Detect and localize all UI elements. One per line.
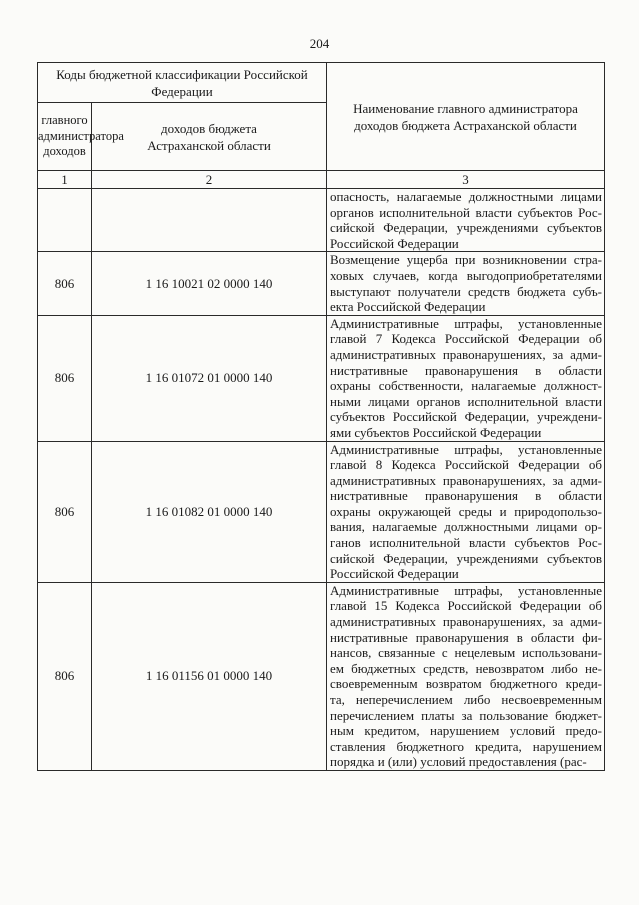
income-code-cell: 1 16 01082 01 0000 140 bbox=[92, 441, 327, 582]
description-line: ными лицами органов исполнительной власти bbox=[330, 393, 603, 409]
budget-classification-table bbox=[37, 62, 605, 771]
admin-code-cell: 806 bbox=[38, 252, 92, 315]
page-number: 204 bbox=[309, 36, 330, 51]
description-line: порядка и (или) условий предоставления (рас- bbox=[330, 754, 587, 770]
description-line: Административные штрафы, установленные bbox=[330, 441, 603, 457]
description-line: вания, налагаемые должностными лицами ор- bbox=[330, 519, 603, 535]
description-line: та, неперечислением либо несвоевременным bbox=[330, 692, 603, 707]
description-line: своевременным возвратом бюджетного креди- bbox=[330, 676, 603, 692]
income-code-cell: 1 16 10021 02 0000 140 bbox=[92, 252, 327, 315]
header-col-admin: главного администратора доходов bbox=[38, 103, 92, 171]
description-line: административных правонарушениях, за адми- bbox=[330, 614, 603, 630]
description-line: нистративные правонарушения в области bbox=[330, 488, 603, 504]
description-cell bbox=[327, 315, 605, 441]
description-line: главой 7 Кодекса Российской Федерации об bbox=[330, 331, 603, 347]
description-line: нистративные правонарушения в области фи- bbox=[330, 629, 603, 645]
description-line: Возмещение ущерба при возникновении стра- bbox=[330, 252, 603, 268]
header-num-3: 3 bbox=[327, 171, 605, 189]
header-col-income: доходов бюджета Астраханской области bbox=[92, 103, 327, 171]
description-cell bbox=[327, 441, 605, 582]
header-group-title: Коды бюджетной классификации Российской Федерации bbox=[38, 63, 327, 103]
description-line: административных правонарушениях, за адми- bbox=[330, 346, 603, 362]
description-line: главой 15 Кодекса Российской Федерации об bbox=[330, 598, 603, 614]
table-row bbox=[38, 315, 605, 441]
table-row bbox=[38, 582, 605, 770]
description-line: перечислением платы за пользование бюджет- bbox=[330, 707, 603, 723]
description-line: ями субъектов Российской Федерации bbox=[330, 424, 542, 440]
description-cell bbox=[327, 189, 605, 252]
table-row bbox=[38, 189, 605, 252]
description-line: нистративные правонарушения в области bbox=[330, 362, 603, 378]
description-line: ставления бюджетного кредита, нарушением bbox=[330, 738, 603, 754]
header-num-1: 1 bbox=[38, 171, 92, 189]
description-line: главой 8 Кодекса Российской Федерации об bbox=[330, 457, 603, 473]
income-code-cell bbox=[92, 189, 327, 252]
description-line: ным кредитом, нарушением условий предо- bbox=[330, 723, 603, 739]
income-code-cell: 1 16 01072 01 0000 140 bbox=[92, 315, 327, 441]
description-line: ховых случаев, когда выгодоприобретателями bbox=[330, 267, 603, 283]
description-line: екта Российской Федерации bbox=[330, 299, 486, 315]
description-line: выступают получатели средств бюджета субъ- bbox=[330, 283, 603, 299]
description-line: ганов исполнительной власти субъектов Рос- bbox=[330, 535, 603, 551]
admin-code-cell bbox=[38, 189, 92, 252]
admin-code-cell: 806 bbox=[38, 441, 92, 582]
description-line: сийской Федерации, учреждениями субъектов bbox=[330, 550, 603, 566]
income-code-cell: 1 16 01156 01 0000 140 bbox=[92, 582, 327, 770]
description-line: Административные штрафы, установленные bbox=[330, 582, 603, 598]
description-cell bbox=[327, 252, 605, 315]
description-line: опасность, налагаемые должностными лицами bbox=[330, 189, 603, 204]
description-line: сийской Федерации, учреждениями субъектов bbox=[330, 220, 603, 236]
description-cell bbox=[327, 582, 605, 770]
description-line: Административные штрафы, установленные bbox=[330, 315, 603, 331]
description-line: ем бюджетных средств, невозвратом либо не- bbox=[330, 660, 603, 676]
header-num-2: 2 bbox=[92, 171, 327, 189]
description-line: Российской Федерации bbox=[330, 566, 459, 582]
description-line: органов исполнительной власти субъектов Рос- bbox=[330, 204, 603, 220]
description-line: административных правонарушениях, за адми- bbox=[330, 472, 603, 488]
description-line: субъектов Российской Федерации, учреждени- bbox=[330, 409, 603, 425]
header-col-name: Наименование главного администратора доходов бюджета Астраханской области bbox=[327, 63, 605, 171]
description-line: Российской Федерации bbox=[330, 235, 459, 251]
admin-code-cell: 806 bbox=[38, 315, 92, 441]
admin-code-cell: 806 bbox=[38, 582, 92, 770]
table-row bbox=[38, 441, 605, 582]
description-line: охраны окружающей среды и природопользо- bbox=[330, 503, 603, 519]
table-row bbox=[38, 252, 605, 315]
description-line: охраны собственности, налагаемые должност- bbox=[330, 378, 603, 394]
description-line: нансов, связанные с нецелевым использовани- bbox=[330, 645, 603, 661]
